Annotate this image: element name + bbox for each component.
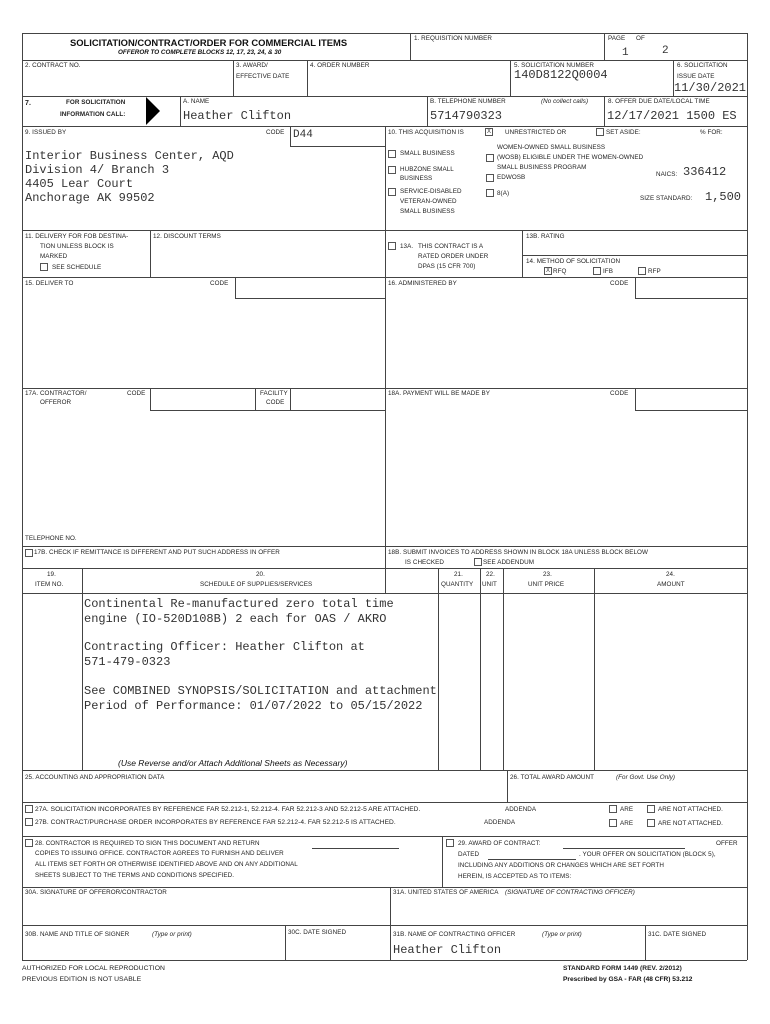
offer-due-date: 12/17/2021 1500 ES xyxy=(607,109,737,123)
small-business-checkbox[interactable] xyxy=(388,150,396,158)
schedule-line: engine (IO-520D108B) 2 each for OAS / AKRO xyxy=(84,612,387,626)
signer-name-label: 30B. NAME AND TITLE OF SIGNER xyxy=(25,931,130,938)
28-label-4: SHEETS SUBJECT TO THE TERMS AND CONDITIONS SPECIFIED. xyxy=(35,872,235,879)
edwosb-checkbox[interactable] xyxy=(486,174,494,182)
usa-signature-label: 31A. UNITED STATES OF AMERICA xyxy=(393,889,499,896)
rated-order-label-2: RATED ORDER UNDER xyxy=(418,253,489,260)
acquisition-label: 10. THIS ACQUISITION IS xyxy=(388,129,464,136)
rated-order-label-3: DPAS (15 CFR 700) xyxy=(418,263,476,270)
schedule-line: Continental Re-manufactured zero total time xyxy=(84,597,394,611)
sdvosb-label-2: VETERAN-OWNED xyxy=(400,198,457,205)
wosb-label: WOMEN-OWNED SMALL BUSINESS xyxy=(497,144,606,151)
page-total: 2 xyxy=(662,45,669,57)
payment-code-label: CODE xyxy=(610,390,629,397)
administered-code-label: CODE xyxy=(610,280,629,287)
order-number-label: 4. ORDER NUMBER xyxy=(310,62,370,69)
deliver-code-label: CODE xyxy=(210,280,229,287)
administered-by-label: 16. ADMINISTERED BY xyxy=(388,280,457,287)
co-type-label: (Type or print) xyxy=(542,931,582,938)
27a-are-label: ARE xyxy=(620,806,634,813)
contractor-label: 17A. CONTRACTOR/ xyxy=(25,390,87,397)
unrestricted-checkbox[interactable]: X xyxy=(486,129,491,135)
col-quantity: QUANTITY xyxy=(441,581,474,588)
block-7-number: 7. xyxy=(25,100,31,107)
prescribed-by: Prescribed by GSA - FAR (48 CFR) 53.212 xyxy=(563,976,693,983)
27a-are-not-checkbox[interactable] xyxy=(647,805,655,813)
see-addendum-checkbox[interactable] xyxy=(474,558,482,566)
27b-checkbox[interactable] xyxy=(25,818,33,826)
solicitation-number: 140D8122Q0004 xyxy=(514,68,608,82)
sdvosb-checkbox[interactable] xyxy=(388,188,396,196)
payment-label: 18A. PAYMENT WILL BE MADE BY xyxy=(388,390,490,397)
size-standard-label: SIZE STANDARD: xyxy=(640,195,693,202)
contact-name-label: A. NAME xyxy=(183,98,210,105)
col-unit-price-num: 23. xyxy=(543,571,552,578)
28-label: 28. CONTRACTOR IS REQUIRED TO SIGN THIS DOCUMENT AND RETURN xyxy=(35,840,260,847)
total-award-label: 26. TOTAL AWARD AMOUNT xyxy=(510,774,595,781)
unrestricted-label: UNRESTRICTED OR xyxy=(505,129,567,136)
col-quantity-num: 21. xyxy=(454,571,463,578)
contact-name: Heather Clifton xyxy=(183,109,292,123)
wosb-label-2: (WOSB) ELIGIBLE UNDER THE WOMEN-OWNED xyxy=(497,154,644,161)
wosb-checkbox[interactable] xyxy=(486,154,494,162)
discount-terms-label: 12. DISCOUNT TERMS xyxy=(153,233,221,240)
schedule-line: Contracting Officer: Heather Clifton at xyxy=(84,640,365,654)
naics-label: NAICS: xyxy=(656,171,678,178)
solicitation-method-label: 14. METHOD OF SOLICITATION xyxy=(526,258,621,265)
form-subtitle: OFFEROR TO COMPLETE BLOCKS 12, 17, 23, 24, & 30 xyxy=(118,49,282,56)
col-item-num: 19. xyxy=(47,571,56,578)
29-label-2: . YOUR OFFER ON SOLICITATION (BLOCK 5), xyxy=(579,851,716,858)
30c-date-label: 30C. DATE SIGNED xyxy=(288,929,347,936)
rfq-checkbox[interactable]: X xyxy=(545,268,550,274)
rated-order-label-num: 13A. xyxy=(400,243,414,250)
naics-code: 336412 xyxy=(683,165,727,179)
set-aside-checkbox[interactable] xyxy=(596,128,604,136)
29-checkbox[interactable] xyxy=(446,839,454,847)
award-date-label-2: EFFECTIVE DATE xyxy=(236,73,290,80)
accounting-label: 25. ACCOUNTING AND APPROPRIATION DATA xyxy=(25,774,165,781)
facility-code-label: FACILITY xyxy=(260,390,288,397)
col-amount-num: 24. xyxy=(666,571,675,578)
wosb-label-3: SMALL BUSINESS PROGRAM xyxy=(497,164,587,171)
page-number: 1 xyxy=(622,47,629,59)
schedule-line: 571-479-0323 xyxy=(84,655,171,669)
col-schedule: SCHEDULE OF SUPPLIES/SERVICES xyxy=(200,581,313,588)
27b-are-not-checkbox[interactable] xyxy=(647,819,655,827)
col-item: ITEM NO. xyxy=(35,581,64,588)
arrow-right-icon xyxy=(146,97,160,125)
rfp-label: RFP xyxy=(648,268,661,275)
27a-label: 27A. SOLICITATION INCORPORATES BY REFERENCE FAR 52.212-1, 52.212-4. FAR 52.212-3 AND 52.212-5 ARE ATTACHED. xyxy=(35,806,421,813)
col-unit: UNIT xyxy=(482,581,497,588)
facility-code-label-2: CODE xyxy=(266,399,285,406)
contracting-officer-name: Heather Clifton xyxy=(393,943,502,957)
issued-code: D44 xyxy=(293,129,313,141)
telephone-no-label: TELEPHONE NO. xyxy=(25,535,77,542)
issued-code-label: CODE xyxy=(266,129,285,136)
schedule-line: See COMBINED SYNOPSIS/SOLICITATION and attachment xyxy=(84,684,437,698)
solicitation-number-label: 5. SOLICITATION NUMBER xyxy=(514,62,594,69)
29-offer-label: OFFER xyxy=(716,840,738,847)
requisition-number-label: 1. REQUISITION NUMBER xyxy=(414,35,493,42)
rfq-label: RFQ xyxy=(553,268,567,275)
info-call-label: FOR SOLICITATION xyxy=(66,99,126,106)
27a-are-checkbox[interactable] xyxy=(609,805,617,813)
contractor-label-2: OFFEROR xyxy=(40,399,72,406)
see-schedule-checkbox[interactable] xyxy=(40,263,48,271)
edwosb-label: EDWOSB xyxy=(497,174,526,181)
deliver-to-label: 15. DELIVER TO xyxy=(25,280,74,287)
28-label-3: ALL ITEMS SET FORTH OR OTHERWISE IDENTIFIED ABOVE AND ON ANY ADDITIONAL xyxy=(35,861,298,868)
issuer-address-line: 4405 Lear Court xyxy=(25,177,134,191)
27b-are-label: ARE xyxy=(620,820,634,827)
contractor-code-label: CODE xyxy=(127,390,146,397)
ifb-label: IFB xyxy=(603,268,613,275)
29-dated-label: DATED xyxy=(458,851,480,858)
8a-label: 8(A) xyxy=(497,190,510,197)
hubzone-label-2: BUSINESS xyxy=(400,175,433,182)
reverse-note: (Use Reverse and/or Attach Additional Sheets as Necessary) xyxy=(118,758,348,768)
see-schedule-label: SEE SCHEDULE xyxy=(52,264,102,271)
telephone-label: B. TELEPHONE NUMBER xyxy=(430,98,506,105)
remittance-checkbox[interactable] xyxy=(25,549,33,557)
govt-use-label: (For Govt. Use Only) xyxy=(616,774,676,781)
delivery-label-3: MARKED xyxy=(40,253,68,260)
28-label-2: COPIES TO ISSUING OFFICE. CONTRACTOR AGREES TO FURNISH AND DELIVER xyxy=(35,850,284,857)
info-call-label-2: INFORMATION CALL: xyxy=(60,111,126,118)
solicitation-date-label-2: ISSUE DATE xyxy=(677,73,715,80)
hubzone-checkbox[interactable] xyxy=(388,166,396,174)
28-checkbox[interactable] xyxy=(25,839,33,847)
usa-signature-label-2: (SIGNATURE OF CONTRACTING OFFICER) xyxy=(505,889,635,896)
29-label-3: INCLUDING ANY ADDITIONS OR CHANGES WHICH ARE SET FORTH xyxy=(458,862,664,869)
issuer-address-line: Division 4/ Branch 3 xyxy=(25,163,170,177)
rated-order-checkbox[interactable] xyxy=(388,242,396,250)
sdvosb-label-3: SMALL BUSINESS xyxy=(400,208,455,215)
telephone-number: 5714790323 xyxy=(430,109,503,123)
of-label: OF xyxy=(636,35,645,42)
col-unit-price: UNIT PRICE xyxy=(528,581,565,588)
solicitation-date-label: 6. SOLICITATION xyxy=(677,62,728,69)
delivery-label: 11. DELIVERY FOR FOB DESTINA- xyxy=(25,233,129,240)
27a-addenda: ADDENDA xyxy=(505,806,537,813)
offeror-signature-label: 30A. SIGNATURE OF OFFEROR/CONTRACTOR xyxy=(25,889,167,896)
issued-by-label: 9. ISSUED BY xyxy=(25,129,67,136)
small-business-label: SMALL BUSINESS xyxy=(400,150,455,157)
co-name-label: 31B. NAME OF CONTRACTING OFFICER xyxy=(393,931,516,938)
29-label: 29. AWARD OF CONTRACT: xyxy=(458,840,541,847)
form-number: STANDARD FORM 1449 (REV. 2/2012) xyxy=(563,965,682,972)
rated-order-label: THIS CONTRACT IS A xyxy=(418,243,484,250)
form-title: SOLICITATION/CONTRACT/ORDER FOR COMMERCIAL ITEMS xyxy=(70,37,348,48)
col-amount: AMOUNT xyxy=(657,581,685,588)
27b-are-checkbox[interactable] xyxy=(609,819,617,827)
issuer-address-line: Interior Business Center, AQD xyxy=(25,149,234,163)
delivery-label-2: TION UNLESS BLOCK IS xyxy=(40,243,114,250)
27a-are-not-label: ARE NOT ATTACHED. xyxy=(658,806,723,813)
27b-are-not-label: ARE NOT ATTACHED. xyxy=(658,820,723,827)
size-standard: 1,500 xyxy=(705,190,742,204)
contract-number-label: 2. CONTRACT NO. xyxy=(25,62,81,69)
27b-addenda: ADDENDA xyxy=(484,819,516,826)
solicitation-date: 11/30/2021 xyxy=(674,81,747,95)
set-aside-label: SET ASIDE: xyxy=(606,129,641,136)
27a-checkbox[interactable] xyxy=(25,805,33,813)
award-date-label: 3. AWARD/ xyxy=(236,62,268,69)
no-collect-label: (No collect calls) xyxy=(541,98,589,105)
27b-label: 27B. CONTRACT/PURCHASE ORDER INCORPORATES BY REFERENCE FAR 52.212-4. FAR 52.212-5 IS ATTACHED. xyxy=(35,819,396,826)
remittance-label: 17B. CHECK IF REMITTANCE IS DIFFERENT AND PUT SUCH ADDRESS IN OFFER xyxy=(34,549,280,556)
footer-left-2: PREVIOUS EDITION IS NOT USABLE xyxy=(22,976,142,983)
29-label-4: HEREIN, IS ACCEPTED AS TO ITEMS: xyxy=(458,873,572,880)
see-addendum-label: SEE ADDENDUM xyxy=(483,559,534,566)
sdvosb-label: SERVICE-DISABLED xyxy=(400,188,462,195)
issuer-address-line: Anchorage AK 99502 xyxy=(25,191,155,205)
schedule-line: Period of Performance: 01/07/2022 to 05/15/2022 xyxy=(84,699,423,713)
hubzone-label: HUBZONE SMALL xyxy=(400,166,454,173)
offer-due-label: 8. OFFER DUE DATE/LOCAL TIME xyxy=(608,98,710,105)
rfp-checkbox[interactable] xyxy=(638,267,646,275)
col-schedule-num: 20. xyxy=(256,571,265,578)
col-unit-num: 22. xyxy=(486,571,495,578)
ifb-checkbox[interactable] xyxy=(593,267,601,275)
submit-invoices-label-2: IS CHECKED xyxy=(405,559,444,566)
8a-checkbox[interactable] xyxy=(486,189,494,197)
percent-for-label: % FOR: xyxy=(700,129,723,136)
submit-invoices-label: 18B. SUBMIT INVOICES TO ADDRESS SHOWN IN BLOCK 18A UNLESS BLOCK BELOW xyxy=(388,549,648,556)
rating-label: 13B. RATING xyxy=(526,233,565,240)
footer-left: AUTHORIZED FOR LOCAL REPRODUCTION xyxy=(22,965,166,972)
31c-date-label: 31C. DATE SIGNED xyxy=(648,931,707,938)
signer-type-label: (Type or print) xyxy=(152,931,192,938)
page-label: PAGE xyxy=(608,35,626,42)
